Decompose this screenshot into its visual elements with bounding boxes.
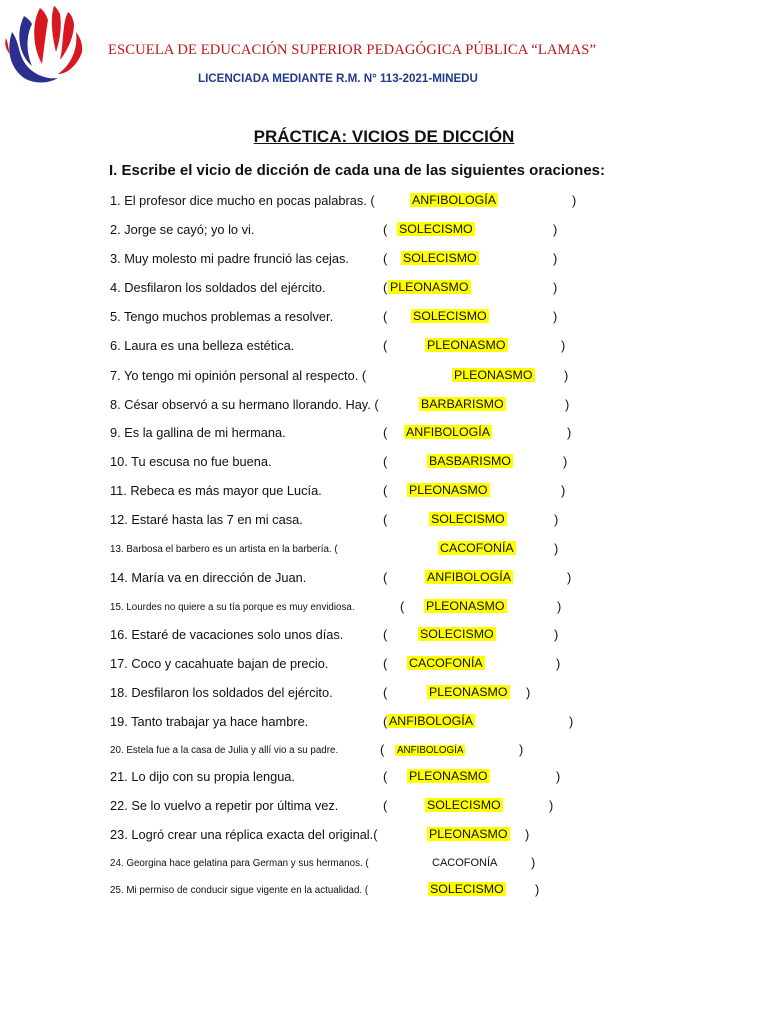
open-parenthesis: ( [383, 627, 388, 642]
exercise-sentence: 11. Rebeca es más mayor que Lucía. [110, 483, 322, 498]
open-parenthesis: ( [383, 222, 388, 237]
exercise-row [0, 714, 768, 734]
exercise-row [0, 193, 768, 213]
flame-emblem-icon [5, 6, 82, 83]
open-parenthesis: ( [383, 685, 388, 700]
answer-highlight: ANFIBOLOGÍA [397, 745, 464, 756]
open-parenthesis: ( [383, 483, 388, 498]
exercise-sentence: 12. Estaré hasta las 7 en mi casa. [110, 512, 303, 527]
answer-highlight: SOLECISMO [403, 251, 477, 265]
exercise-row [0, 855, 768, 875]
answer-highlight: ANFIBOLOGÍA [427, 570, 511, 584]
close-parenthesis: ) [556, 769, 561, 784]
close-parenthesis: ) [531, 855, 536, 870]
school-logo [2, 2, 86, 88]
exercise-row [0, 280, 768, 300]
exercise-row [0, 570, 768, 590]
answer-highlight: PLEONASMO [426, 599, 505, 613]
open-parenthesis: ( [383, 656, 388, 671]
close-parenthesis: ) [561, 338, 566, 353]
close-parenthesis: ) [553, 280, 558, 295]
exercise-row [0, 425, 768, 445]
answer-highlight: PLEONASMO [409, 483, 488, 497]
exercise-sentence: 15. Lourdes no quiere a su tía porque es muy envidiosa. [110, 602, 355, 613]
answer-highlight: PLEONASMO [427, 338, 506, 352]
exercise-sentence: 8. César observó a su hermano llorando. Hay. ( [110, 397, 379, 412]
instruction-text: I. Escribe el vicio de dicción de cada una de las siguientes oraciones: [109, 162, 606, 179]
open-parenthesis: ( [380, 742, 385, 757]
answer-highlight: PLEONASMO [429, 827, 508, 841]
open-parenthesis: ( [383, 425, 388, 440]
open-parenthesis: ( [383, 769, 388, 784]
exercise-sentence: 24. Georgina hace gelatina para German y sus hermanos. ( [110, 858, 369, 869]
exercise-row [0, 368, 768, 388]
open-parenthesis: ( [383, 309, 388, 324]
close-parenthesis: ) [557, 599, 562, 614]
exercise-row [0, 397, 768, 417]
exercise-sentence: 14. María va en dirección de Juan. [110, 570, 307, 585]
school-name: ESCUELA DE EDUCACIÓN SUPERIOR PEDAGÓGICA PÚBLICA “LAMAS” [108, 42, 597, 58]
exercise-row [0, 483, 768, 503]
open-parenthesis: ( [383, 570, 388, 585]
exercise-sentence: 20. Estela fue a la casa de Julia y allí vio a su padre. [110, 745, 339, 756]
close-parenthesis: ) [556, 656, 561, 671]
exercise-sentence: 22. Se lo vuelvo a repetir por última vez. [110, 798, 339, 813]
answer-highlight: PLEONASMO [409, 769, 488, 783]
open-parenthesis: ( [383, 338, 388, 353]
answer-highlight: ANFIBOLOGÍA [406, 425, 490, 439]
page-title: PRÁCTICA: VICIOS DE DICCIÓN [253, 127, 515, 146]
exercise-sentence: 9. Es la gallina de mi hermana. [110, 425, 286, 440]
close-parenthesis: ) [553, 309, 558, 324]
answer-highlight: SOLECISMO [413, 309, 487, 323]
answer-highlight: SOLECISMO [399, 222, 473, 236]
exercise-sentence: 18. Desfilaron los soldados del ejército. [110, 685, 333, 700]
exercise-row [0, 251, 768, 271]
close-parenthesis: ) [572, 193, 577, 208]
exercise-row [0, 541, 768, 561]
exercise-row [0, 222, 768, 242]
answer-highlight: PLEONASMO [390, 280, 469, 294]
exercise-sentence: 23. Logró crear una réplica exacta del original.( [110, 827, 378, 842]
close-parenthesis: ) [567, 425, 572, 440]
exercise-sentence: 4. Desfilaron los soldados del ejército. [110, 280, 326, 295]
close-parenthesis: ) [563, 454, 568, 469]
exercise-sentence: 19. Tanto trabajar ya hace hambre. [110, 714, 309, 729]
exercise-row [0, 627, 768, 647]
exercise-sentence: 13. Barbosa el barbero es un artista en la barbería. ( [110, 544, 338, 555]
exercise-row [0, 309, 768, 329]
answer-highlight: ANFIBOLOGÍA [412, 193, 496, 207]
close-parenthesis: ) [567, 570, 572, 585]
close-parenthesis: ) [565, 397, 570, 412]
answer-highlight: BASBARISMO [429, 454, 511, 468]
exercise-sentence: 25. Mi permiso de conducir sigue vigente en la actualidad. ( [110, 885, 369, 896]
close-parenthesis: ) [561, 483, 566, 498]
exercise-sentence: 21. Lo dijo con su propia lengua. [110, 769, 295, 784]
answer-highlight: SOLECISMO [430, 882, 504, 896]
open-parenthesis: ( [383, 512, 388, 527]
answer-highlight: ANFIBOLOGÍA [389, 714, 473, 728]
open-parenthesis: ( [383, 798, 388, 813]
open-parenthesis: ( [400, 599, 405, 614]
exercise-row [0, 769, 768, 789]
close-parenthesis: ) [526, 685, 531, 700]
answer-highlight: CACOFONÍA [440, 541, 514, 555]
answer-highlight: PLEONASMO [454, 368, 533, 382]
exercise-sentence: 1. El profesor dice mucho en pocas palabras. ( [110, 193, 375, 208]
exercise-row [0, 685, 768, 705]
exercise-sentence: 16. Estaré de vacaciones solo unos días. [110, 627, 344, 642]
exercise-sentence: 2. Jorge se cayó; yo lo vi. [110, 222, 255, 237]
exercise-sentence: 17. Coco y cacahuate bajan de precio. [110, 656, 329, 671]
answer-highlight: BARBARISMO [421, 397, 504, 411]
exercise-row [0, 882, 768, 902]
exercise-row [0, 827, 768, 847]
close-parenthesis: ) [554, 512, 559, 527]
answer-highlight: CACOFONÍA [409, 656, 483, 670]
exercise-row [0, 656, 768, 676]
exercise-row [0, 599, 768, 619]
close-parenthesis: ) [519, 742, 524, 757]
exercise-row [0, 512, 768, 532]
answer-highlight: SOLECISMO [427, 798, 501, 812]
close-parenthesis: ) [554, 541, 559, 556]
close-parenthesis: ) [554, 627, 559, 642]
close-parenthesis: ) [525, 827, 530, 842]
exercise-sentence: 3. Muy molesto mi padre frunció las cejas. [110, 251, 349, 266]
exercise-row [0, 454, 768, 474]
exercise-row [0, 338, 768, 358]
close-parenthesis: ) [549, 798, 554, 813]
close-parenthesis: ) [564, 368, 569, 383]
license-text: LICENCIADA MEDIANTE R.M. N° 113-2021-MINEDU [198, 72, 478, 85]
answer-highlight: PLEONASMO [429, 685, 508, 699]
open-parenthesis: ( [383, 251, 388, 266]
exercise-sentence: 5. Tengo muchos problemas a resolver. [110, 309, 334, 324]
exercise-sentence: 6. Laura es una belleza estética. [110, 338, 295, 353]
close-parenthesis: ) [553, 251, 558, 266]
answer-highlight: SOLECISMO [431, 512, 505, 526]
open-parenthesis: ( [383, 280, 388, 295]
close-parenthesis: ) [569, 714, 574, 729]
answer-highlight: SOLECISMO [420, 627, 494, 641]
exercise-row [0, 798, 768, 818]
answer-highlight: CACOFONÍA [432, 857, 498, 869]
close-parenthesis: ) [553, 222, 558, 237]
exercise-sentence: 7. Yo tengo mi opinión personal al respecto. ( [110, 368, 367, 383]
open-parenthesis: ( [383, 714, 388, 729]
open-parenthesis: ( [383, 454, 388, 469]
exercise-sentence: 10. Tu escusa no fue buena. [110, 454, 272, 469]
close-parenthesis: ) [535, 882, 540, 897]
exercise-row [0, 742, 768, 762]
